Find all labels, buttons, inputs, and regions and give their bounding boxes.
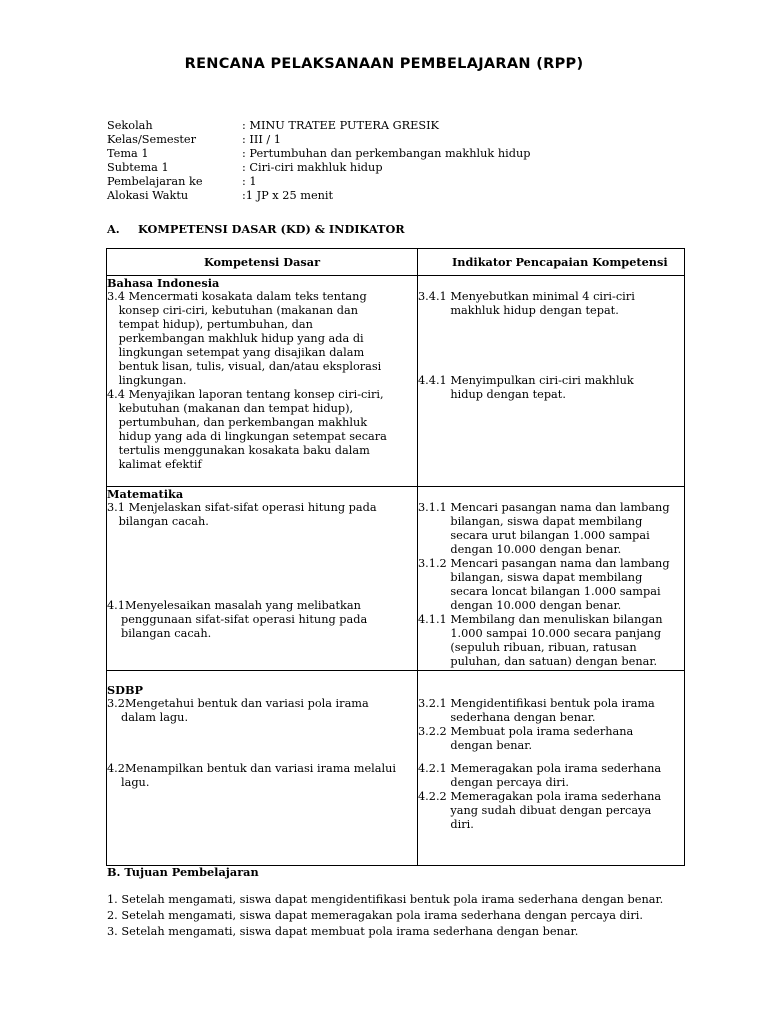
kd-number: 4.1 [107, 599, 125, 612]
indicator-text [450, 697, 684, 725]
indicator-number: 4.2.1 [418, 762, 451, 775]
identity-row-pembelajaran [107, 175, 530, 189]
goals-list [107, 893, 663, 941]
kd-line: Menjelaskan sifat-sifat operasi hitung pada [128, 501, 377, 514]
kd-line: bentuk lisan, tulis, visual, dan/atau eksplorasi [118, 360, 382, 373]
indicator-line: hidup dengan tepat. [450, 388, 566, 401]
indicator-line: sederhana dengan benar. [450, 711, 596, 724]
indicator-line: dengan 10.000 dengan benar. [450, 543, 622, 556]
section-a-title: KOMPETENSI DASAR (KD) & INDIKATOR [138, 222, 405, 236]
spacer [107, 725, 417, 762]
indicator-number: 3.1.2 [418, 557, 451, 570]
indicator-line: Membilang dan menuliskan bilangan [450, 613, 663, 626]
indicator-text [450, 501, 684, 557]
identity-row-sekolah [107, 119, 530, 133]
indicator-item [418, 501, 684, 557]
kd-line: hidup yang ada di lingkungan setempat secara [118, 430, 387, 443]
indicator-line: bilangan, siswa dapat membilang [450, 515, 643, 528]
identity-row-alokasi [107, 189, 530, 203]
section-a-heading [107, 222, 405, 236]
subject-label: Bahasa Indonesia [107, 276, 220, 290]
identity-value: : MINU TRATEE PUTERA GRESIK [242, 119, 440, 132]
kd-text [120, 762, 417, 790]
indicator-line: Memeragakan pola irama sederhana [450, 790, 662, 803]
indicator-item [418, 762, 684, 790]
kd-line: tempat hidup), pertumbuhan, dan [118, 318, 313, 331]
indicator-number: 3.2.1 [418, 697, 451, 710]
kd-line: penggunaan sifat-sifat operasi hitung pada [120, 613, 368, 626]
kd-line: tertulis menggunakan kosakata baku dalam [118, 444, 370, 457]
indicator-line: dengan benar. [450, 739, 533, 752]
kd-line: Mencermati kosakata dalam teks tentang [128, 290, 367, 303]
kd-line: konsep ciri-ciri, kebutuhan (makanan dan [118, 304, 358, 317]
indicator-line: dengan 10.000 dengan benar. [450, 599, 622, 612]
spacer [418, 318, 684, 374]
kd-line: Menampilkan bentuk dan variasi irama melalui [124, 762, 397, 775]
indicator-number: 3.2.2 [418, 725, 451, 738]
table-row-sdbp [107, 671, 685, 866]
header-kompetensi-dasar: Kompetensi Dasar [107, 249, 418, 276]
spacer [418, 683, 684, 697]
indicator-line: bilangan, siswa dapat membilang [450, 571, 643, 584]
identity-value: :1 JP x 25 menit [242, 189, 334, 202]
indicator-line: 1.000 sampai 10.000 secara panjang [450, 627, 662, 640]
kd-item [107, 501, 417, 529]
kd-number: 3.2 [107, 697, 125, 710]
kd-line: Mengetahui bentuk dan variasi pola irama [124, 697, 369, 710]
indicator-text [450, 762, 684, 790]
subject-label: Matematika [107, 487, 184, 501]
indicator-line: makhluk hidup dengan tepat. [450, 304, 619, 317]
identity-row-tema [107, 147, 530, 161]
kd-line: lingkungan setempat yang disajikan dalam [118, 346, 365, 359]
goal-item: 1. Setelah mengamati, siswa dapat mengidentifikasi bentuk pola irama sederhana dengan benar. [107, 893, 664, 906]
kd-line: Menyelesaikan masalah yang melibatkan [124, 599, 361, 612]
indicator-line: Memeragakan pola irama sederhana [450, 762, 662, 775]
identity-label: Tema 1 [107, 147, 149, 160]
identity-value: : III / 1 [242, 133, 281, 146]
kd-indicator-table [106, 248, 685, 866]
kd-line: kebutuhan (makanan dan tempat hidup), [118, 402, 354, 415]
indicator-item [418, 557, 684, 613]
indicator-line: Mencari pasangan nama dan lambang [450, 557, 670, 570]
document-title: RENCANA PELAKSANAAN PEMBELAJARAN (RPP) [184, 56, 584, 72]
identity-value: : Ciri-ciri makhluk hidup [242, 161, 383, 174]
kd-line: lagu. [120, 776, 150, 789]
indicator-item [418, 613, 684, 669]
identity-label: Sekolah [107, 119, 153, 132]
spacer [418, 276, 684, 290]
kd-item [107, 762, 417, 790]
table-header-row [107, 249, 685, 276]
goal-item: 3. Setelah mengamati, siswa dapat membuat pola irama sederhana dengan benar. [107, 925, 579, 938]
indicator-line: Menyimpulkan ciri-ciri makhluk [450, 374, 634, 387]
section-a-letter: A. [107, 222, 120, 236]
indicator-item [418, 790, 684, 832]
identity-label: Kelas/Semester [107, 133, 197, 146]
kd-line: pertumbuhan, dan perkembangan makhluk [118, 416, 368, 429]
indicator-line: Mengidentifikasi bentuk pola irama [450, 697, 655, 710]
indicator-line: dengan percaya diri. [450, 776, 569, 789]
indicator-item [418, 290, 684, 318]
identity-label: Subtema 1 [107, 161, 169, 174]
kd-item [107, 290, 417, 388]
kd-line: bilangan cacah. [120, 627, 212, 640]
indicator-text [450, 613, 684, 669]
identity-label: Pembelajaran ke [107, 175, 203, 188]
kd-line: Menyajikan laporan tentang konsep ciri-ciri, [128, 388, 384, 401]
indicator-cell [418, 276, 685, 487]
indicator-line: diri. [450, 818, 474, 831]
kd-item [107, 599, 417, 641]
indicator-cell [418, 487, 685, 671]
kd-line: kalimat efektif [118, 458, 202, 471]
identity-value: : 1 [242, 175, 257, 188]
goal-item: 2. Setelah mengamati, siswa dapat memeragakan pola irama sederhana dengan percaya diri. [107, 909, 644, 922]
indicator-text [450, 725, 684, 753]
indicator-line: secara loncat bilangan 1.000 sampai [450, 585, 661, 598]
indicator-line: secara urut bilangan 1.000 sampai [450, 529, 650, 542]
kd-cell [107, 487, 418, 671]
indicator-text [450, 790, 684, 832]
kd-text [120, 697, 417, 725]
spacer [418, 753, 684, 762]
identity-value: : Pertumbuhan dan perkembangan makhluk hidup [242, 147, 531, 160]
kd-number: 3.4 [107, 290, 129, 303]
kd-number: 4.2 [107, 762, 125, 775]
kd-text [120, 599, 417, 641]
indicator-line: yang sudah dibuat dengan percaya [450, 804, 652, 817]
subject-label: SDBP [107, 683, 143, 697]
indicator-item [418, 374, 684, 402]
indicator-item [418, 725, 684, 753]
kd-line: dalam lagu. [120, 711, 189, 724]
indicator-line: Membuat pola irama sederhana [450, 725, 634, 738]
section-b-heading: B. Tujuan Pembelajaran [107, 865, 259, 879]
indicator-item [418, 697, 684, 725]
kd-number: 3.1 [107, 501, 129, 514]
kd-number: 4.4 [107, 388, 129, 401]
identity-row-kelas [107, 133, 530, 147]
indicator-line: Menyebutkan minimal 4 ciri-ciri [450, 290, 635, 303]
indicator-text [450, 557, 684, 613]
table-row-matematika [107, 487, 685, 671]
kd-line: lingkungan. [118, 374, 187, 387]
kd-item [107, 388, 417, 472]
indicator-number: 4.2.2 [418, 790, 451, 803]
kd-cell [107, 671, 418, 866]
indicator-number: 3.1.1 [418, 501, 451, 514]
indicator-text [450, 290, 684, 318]
kd-line: perkembangan makhluk hidup yang ada di [118, 332, 364, 345]
indicator-cell [418, 671, 685, 866]
kd-item [107, 697, 417, 725]
indicator-number: 4.4.1 [418, 374, 451, 387]
indicator-text [450, 374, 684, 402]
identity-row-subtema [107, 161, 530, 175]
indicator-number: 3.4.1 [418, 290, 451, 303]
table-row-bahasa-indonesia [107, 276, 685, 487]
indicator-line: (sepuluh ribuan, ribuan, ratusan [450, 641, 637, 654]
header-indikator: Indikator Pencapaian Kompetensi [418, 249, 685, 276]
kd-cell [107, 276, 418, 487]
kd-line: bilangan cacah. [118, 515, 209, 528]
indicator-number: 4.1.1 [418, 613, 451, 626]
identity-label: Alokasi Waktu [107, 189, 189, 202]
indicator-line: Mencari pasangan nama dan lambang [450, 501, 670, 514]
spacer [107, 529, 417, 599]
identity-block [107, 119, 530, 203]
indicator-line: puluhan, dan satuan) dengan benar. [450, 655, 658, 668]
spacer [418, 487, 684, 501]
